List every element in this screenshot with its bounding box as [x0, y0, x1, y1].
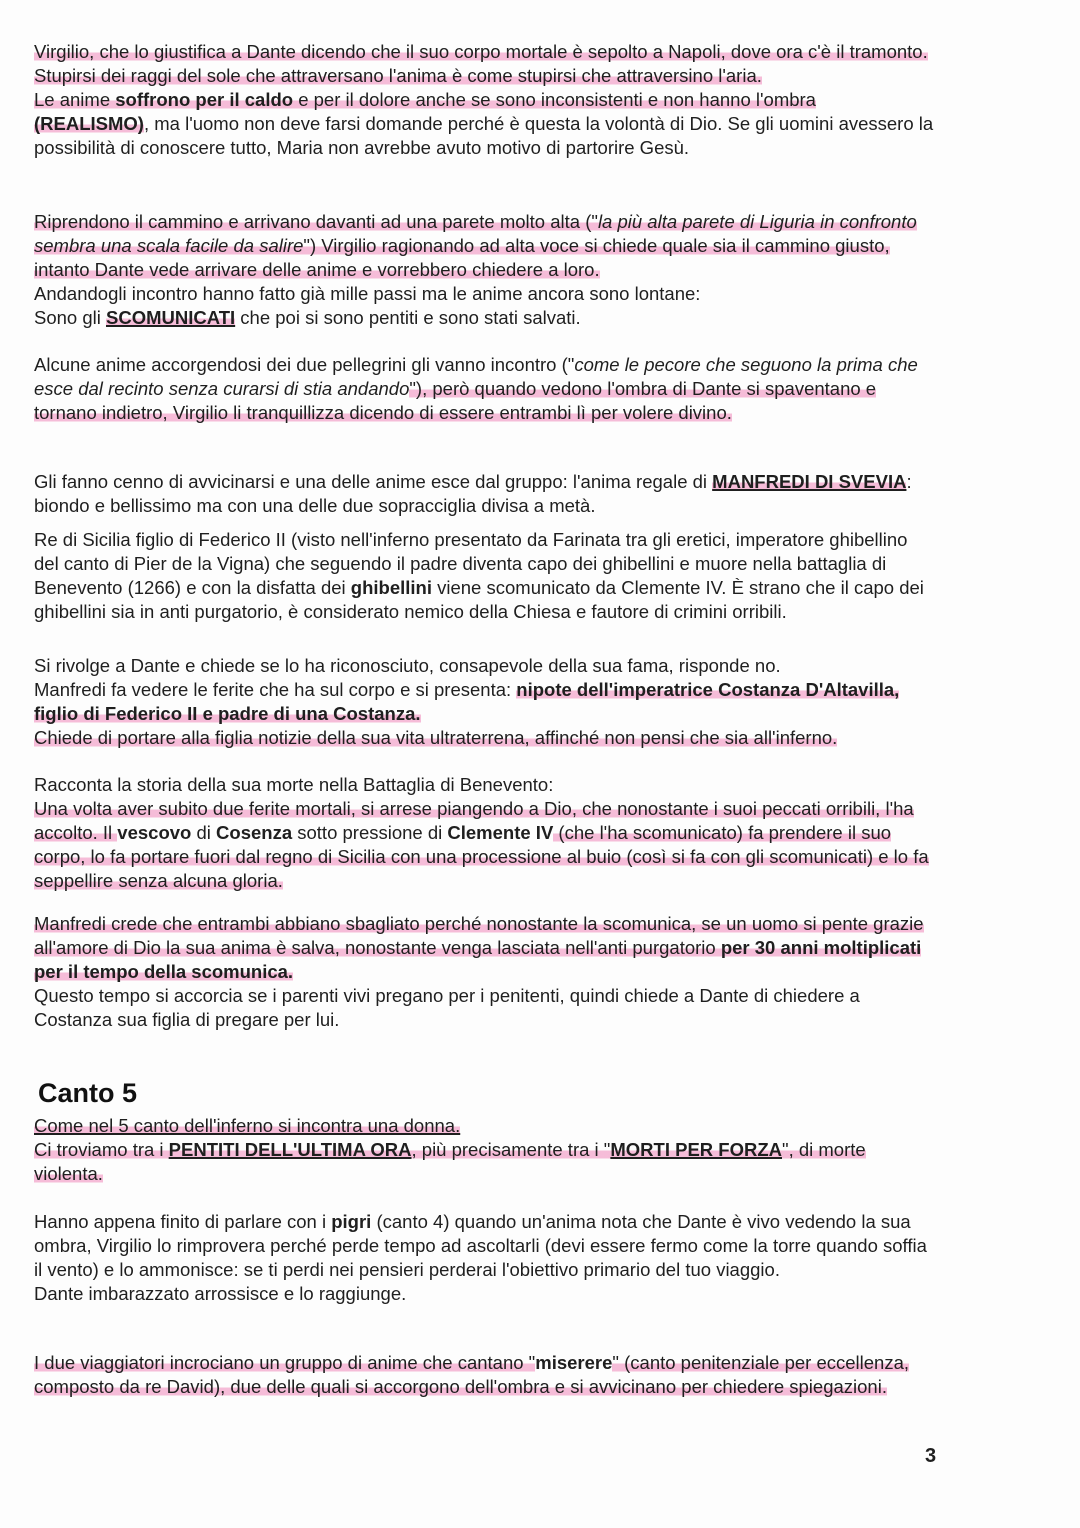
paragraph-canto5-intro — [34, 1114, 934, 1186]
paragraph-text: Riprendono il cammino e arrivano davanti ad una parete molto alta ("la più alta parete di Liguria in confronto sembra una scala facile da salire") Virgilio ragionando ad alta voce si chiede quale sia il cammino giusto, intanto Dante vede arrivare delle anime e vorrebbero chiedere a loro. — [34, 211, 917, 280]
paragraph-pecore — [34, 353, 934, 425]
paragraph-miserere — [34, 1351, 934, 1399]
paragraph-scomunica — [34, 912, 934, 1032]
paragraph-re-di-sicilia — [34, 528, 934, 624]
paragraph-text: Questo tempo si accorcia se i parenti vivi pregano per i penitenti, quindi chiede a Dante di chiedere a Costanza sua figlia di pregare per lui. — [34, 985, 860, 1030]
paragraph-text: Le anime soffrono per il caldo e per il dolore anche se sono inconsistenti e non hanno l'ombra (REALISMO), ma l'uomo non deve farsi domande perché è questa la volontà di Dio. Se gli uomini avessero la possibilità di conoscere tutto, Maria non avrebbe avuto motivo di partorire Gesù. — [34, 89, 934, 158]
paragraph-text: Manfredi fa vedere le ferite che ha sul corpo e si presenta: nipote dell'imperatrice Costanza D'Altavilla, figlio di Federico II e padre di una Costanza. — [34, 679, 900, 724]
paragraph-text: Racconta la storia della sua morte nella Battaglia di Benevento: — [34, 774, 554, 795]
paragraph-text: Una volta aver subito due ferite mortali, si arrese piangendo a Dio, che nonostante i suoi peccati orribili, l'ha accolto. Il vescovo di Cosenza sotto pressione di Clemente IV (che l'ha scomunicato) fa prendere il suo corpo, lo fa portare fuori dal regno di Sicilia con una processione al buio (così si fa con gli scomunicati) e lo fa seppellire senza alcuna gloria. — [34, 798, 929, 891]
paragraph-text: Re di Sicilia figlio di Federico II (visto nell'inferno presentato da Farinata tra gli eretici, imperatore ghibellino del canto di Pier de la Vigna) che seguendo il padre diventa capo dei ghibellini e muore nella battaglia di Benevento (1266) e con la disfatta dei ghibellini viene scomunicato da Clemente IV. È strano che il capo dei ghibellini sia in anti purgatorio, è considerato nemico della Chiesa e fautore di crimini orribili. — [34, 529, 924, 622]
paragraph-battaglia — [34, 773, 934, 893]
paragraph-text: Ci troviamo tra i PENTITI DELL'ULTIMA ORA, più precisamente tra i "MORTI PER FORZA", di morte violenta. — [34, 1139, 866, 1184]
paragraph-text: Gli fanno cenno di avvicinarsi e una delle anime esce dal gruppo: l'anima regale di MANFREDI DI SVEVIA: biondo e bellissimo ma con una delle due sopracciglia divisa a metà. — [34, 471, 912, 516]
paragraph-text: Sono gli SCOMUNICATI che poi si sono pentiti e sono stati salvati. — [34, 307, 581, 328]
paragraph-text: Hanno appena finito di parlare con i pigri (canto 4) quando un'anima nota che Dante è vivo vedendo la sua ombra, Virgilio lo rimprovera perché perde tempo ad ascoltarli (devi essere fermo come la torre quando soffia il vento) e lo ammonisce: se ti perdi nei pensieri perderai l'obiettivo primario del tuo viaggio. — [34, 1211, 927, 1280]
paragraph-text: Chiede di portare alla figlia notizie della sua vita ultraterrena, affinché non pensi che sia all'inferno. — [34, 727, 838, 748]
paragraph-text: Andandogli incontro hanno fatto già mille passi ma le anime ancora sono lontane: — [34, 283, 701, 304]
paragraph-riconoscimento — [34, 654, 934, 750]
canto-5-heading: Canto 5 — [38, 1078, 138, 1108]
paragraph-text: Virgilio, che lo giustifica a Dante dicendo che il suo corpo mortale è sepolto a Napoli, dove ora c'è il tramonto. Stupirsi dei raggi del sole che attraversano l'anima è come stupirsi che attraversino l'aria. — [34, 41, 928, 86]
paragraph-virgilio — [34, 40, 934, 160]
paragraph-manfredi — [34, 470, 934, 518]
paragraph-text: I due viaggiatori incrociano un gruppo di anime che cantano "miserere" (canto penitenziale per eccellenza, composto da re David), due delle quali si accorgono dell'ombra e si avvicinano per chiedere spiegazioni. — [34, 1352, 909, 1397]
paragraph-text: Manfredi crede che entrambi abbiano sbagliato perché nonostante la scomunica, se un uomo si pente grazie all'amore di Dio la sua anima è salva, nonostante venga lasciata nell'anti purgatorio per 30 anni moltiplicati per il tempo della scomunica. — [34, 913, 924, 982]
paragraph-parete — [34, 210, 934, 330]
page-number: 3 — [925, 1445, 937, 1467]
paragraph-text: Come nel 5 canto dell'inferno si incontra una donna. — [34, 1115, 461, 1136]
paragraph-text: Alcune anime accorgendosi dei due pellegrini gli vanno incontro ("come le pecore che seguono la prima che esce dal recinto senza curarsi di stia andando"), però quando vedono l'ombra di Dante si spaventano e tornano indietro, Virgilio li tranquillizza dicendo di essere entrambi lì per volere divino. — [34, 354, 918, 423]
paragraph-pigri — [34, 1210, 934, 1306]
paragraph-text: Dante imbarazzato arrossisce e lo raggiunge. — [34, 1283, 407, 1304]
paragraph-text: Si rivolge a Dante e chiede se lo ha riconosciuto, consapevole della sua fama, risponde no. — [34, 655, 781, 676]
